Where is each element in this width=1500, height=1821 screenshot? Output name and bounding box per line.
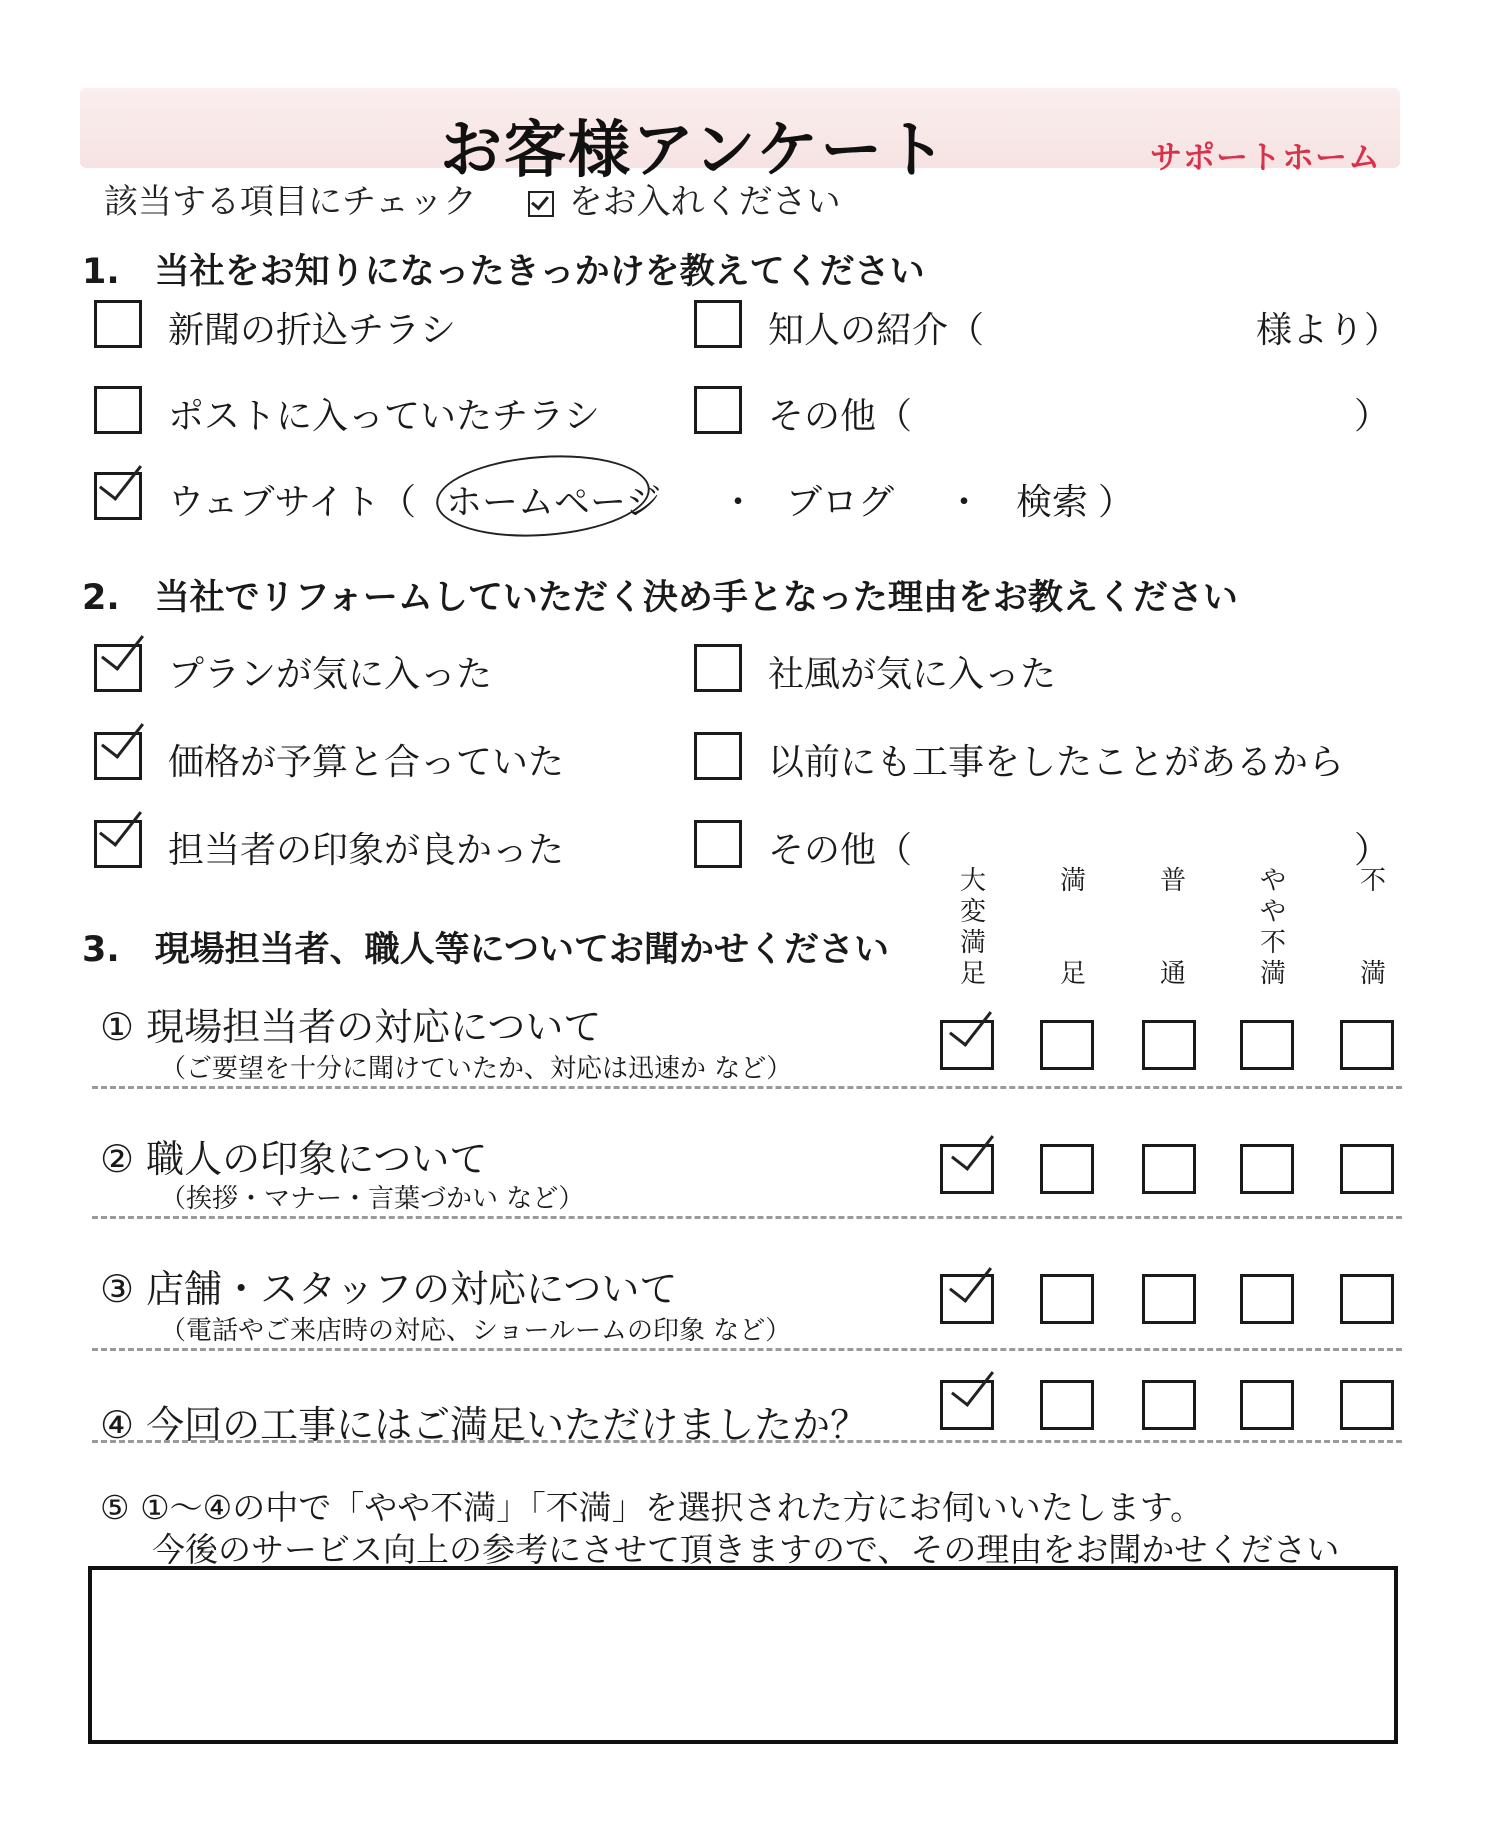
q4-dissatisfied-checkbox[interactable]	[1340, 1380, 1394, 1430]
question-4-title: ④ 今回の工事にはご満足いただけましたか？	[100, 1403, 869, 1447]
q1-neutral-checkbox[interactable]	[1142, 1020, 1196, 1070]
section1-heading: 1. 当社をお知りになったきっかけを教えてください	[82, 252, 925, 292]
q2-somewhat-dissatisfied-checkbox[interactable]	[1240, 1144, 1294, 1194]
checkbox-referral[interactable]	[694, 300, 742, 348]
divider	[92, 1348, 1402, 1351]
checkbox-other-1[interactable]	[694, 386, 742, 434]
checkbox-flyer-post[interactable]	[94, 386, 142, 434]
section5-line1: ⑤ ①〜④の中で「やや不満」「不満」を選択された方にお伺いいたします。	[100, 1488, 1204, 1527]
checkbox-example-icon	[528, 191, 554, 217]
checkbox-newspaper[interactable]	[94, 300, 142, 348]
section3-heading: 3. 現場担当者、職人等についてお聞かせください	[82, 930, 889, 970]
scale-dissatisfied: 不 満	[1359, 866, 1386, 989]
q1-somewhat-dissatisfied-checkbox[interactable]	[1240, 1020, 1294, 1070]
option-previous-label: 以前にも工事をしたことがあるから	[768, 742, 1345, 783]
q3-dissatisfied-checkbox[interactable]	[1340, 1274, 1394, 1324]
q3-somewhat-dissatisfied-checkbox[interactable]	[1240, 1274, 1294, 1324]
q4-satisfied-checkbox[interactable]	[1040, 1380, 1094, 1430]
option-other-2-suffix: ）	[1354, 830, 1391, 871]
instruction-after: をお入れください	[568, 182, 841, 222]
q4-neutral-checkbox[interactable]	[1142, 1380, 1196, 1430]
page-title: お客様アンケート	[440, 113, 949, 186]
q1-dissatisfied-checkbox[interactable]	[1340, 1020, 1394, 1070]
checkbox-culture[interactable]	[694, 644, 742, 692]
q1-satisfied-checkbox[interactable]	[1040, 1020, 1094, 1070]
scale-somewhat-dissatisfied: や や 不 満	[1259, 866, 1286, 989]
divider	[92, 1086, 1402, 1089]
brand-logo: サポートホーム	[1150, 138, 1382, 176]
circle-mark-icon	[433, 449, 652, 544]
website-homepage: ホームページ	[446, 482, 662, 523]
divider	[92, 1440, 1402, 1443]
option-other-1-label: その他（	[768, 396, 913, 437]
section5-line2: 今後のサービス向上の参考にさせて頂きますので、その理由をお聞かせください	[152, 1530, 1340, 1569]
scale-neutral: 普 通	[1159, 866, 1186, 989]
website-dot-2: ・	[946, 482, 983, 523]
website-close: ）	[1098, 482, 1135, 523]
option-other-2-label: その他（	[768, 830, 913, 871]
q2-satisfied-checkbox[interactable]	[1040, 1144, 1094, 1194]
q4-somewhat-dissatisfied-checkbox[interactable]	[1240, 1380, 1294, 1430]
option-flyer-post-label: ポストに入っていたチラシ	[168, 396, 601, 437]
divider	[92, 1216, 1402, 1219]
option-price-label: 価格が予算と合っていた	[168, 742, 565, 783]
question-3-sub: （電話やご来店時の対応、ショールームの印象 など）	[160, 1316, 792, 1346]
website-dot-1: ・	[720, 482, 757, 523]
q2-neutral-checkbox[interactable]	[1142, 1144, 1196, 1194]
checkbox-other-2[interactable]	[694, 820, 742, 868]
option-referral-label: 知人の紹介（	[768, 310, 985, 351]
option-referral-suffix: 様より）	[1256, 310, 1401, 351]
option-other-1-suffix: ）	[1354, 396, 1391, 437]
option-staff-label: 担当者の印象が良かった	[168, 830, 565, 871]
website-blog: ブログ	[786, 482, 895, 523]
option-culture-label: 社風が気に入った	[768, 654, 1057, 695]
option-plan-label: プランが気に入った	[168, 654, 493, 695]
option-website-label: ウェブサイト（	[168, 482, 417, 523]
scale-satisfied: 満 足	[1059, 866, 1086, 989]
question-2-title: ② 職人の印象について	[100, 1137, 488, 1181]
scale-very-satisfied: 大 変 満 足	[959, 866, 986, 989]
comment-textarea[interactable]	[88, 1566, 1398, 1744]
question-1-title: ① 現場担当者の対応について	[100, 1005, 602, 1049]
question-2-sub: （挨拶・マナー・言葉づかい など）	[160, 1184, 585, 1214]
instruction	[104, 174, 841, 223]
option-newspaper-label: 新聞の折込チラシ	[168, 310, 457, 351]
q2-dissatisfied-checkbox[interactable]	[1340, 1144, 1394, 1194]
section2-heading: 2. 当社でリフォームしていただく決め手となった理由をお教えください	[82, 578, 1238, 618]
question-1-sub: （ご要望を十分に聞けていたか、対応は迅速か など）	[160, 1054, 793, 1084]
question-3-title: ③ 店舗・スタッフの対応について	[100, 1267, 678, 1311]
q3-neutral-checkbox[interactable]	[1142, 1274, 1196, 1324]
instruction-before: 該当する項目にチェック	[104, 182, 477, 222]
q3-satisfied-checkbox[interactable]	[1040, 1274, 1094, 1324]
website-search: 検索	[1016, 482, 1089, 523]
checkbox-previous[interactable]	[694, 732, 742, 780]
